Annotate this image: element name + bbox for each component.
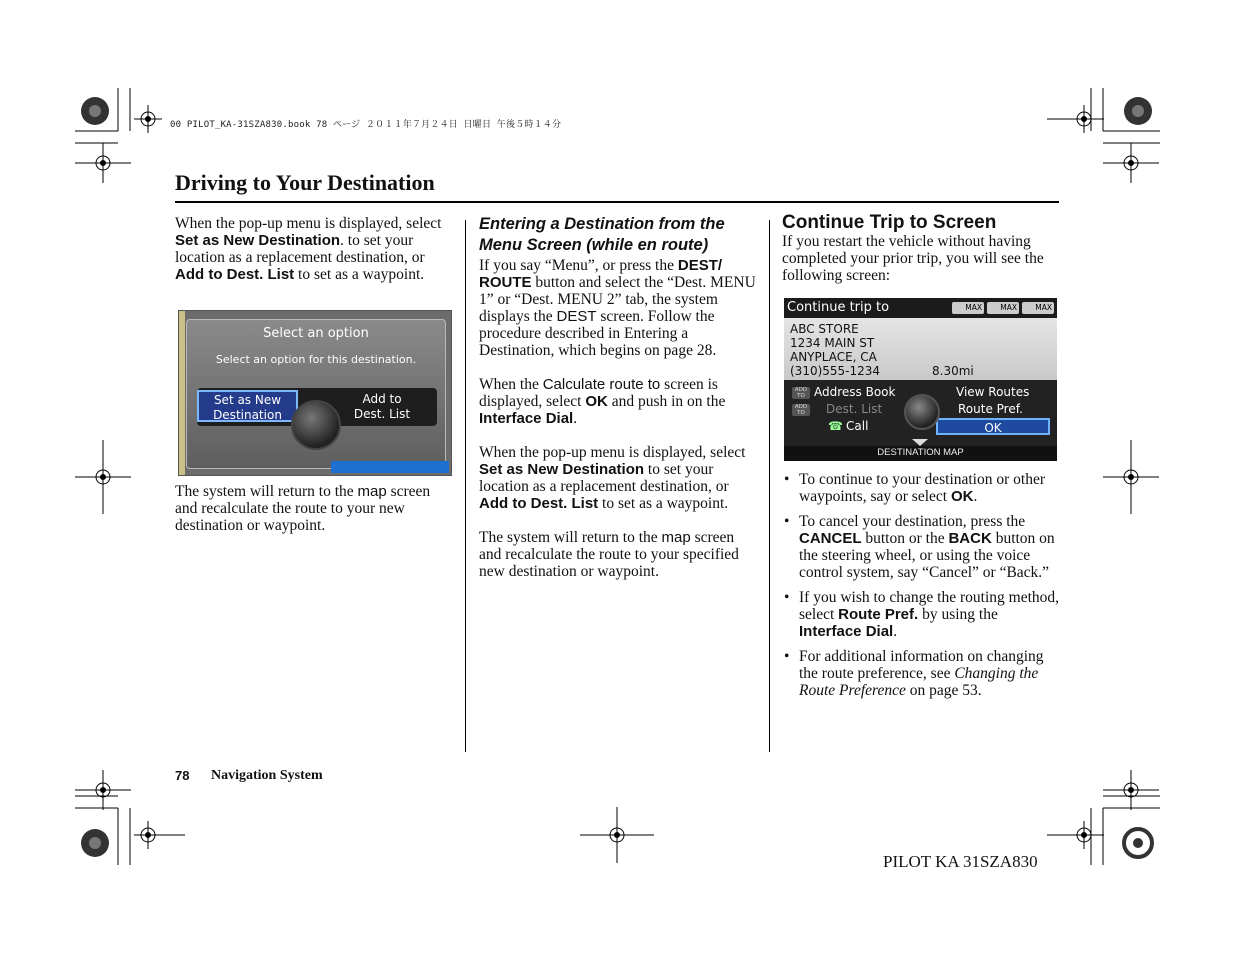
add-to-dest-list-option: Add to Dest. List — [353, 392, 411, 421]
map-background — [179, 311, 185, 475]
address-book-button: Address Book — [814, 385, 896, 399]
popup-subtitle: Select an option for this destination. — [215, 353, 417, 366]
column-1 — [175, 215, 455, 300]
column-1-bottom — [175, 483, 455, 551]
list-item: • To continue to your destination or other waypoints, say or select OK. — [784, 471, 1046, 505]
print-header: 00 PILOT_KA-31SZA830.book 78 ページ ２０１１年７月２４日 日曜日 午後５時１４分 — [170, 120, 562, 130]
destination-info — [784, 318, 1057, 380]
column-divider — [769, 220, 770, 752]
list-item: • If you wish to change the routing method, select Route Pref. by using the Interface Dial. — [784, 589, 1060, 640]
page-number: 78 — [175, 768, 190, 783]
ui-term: DEST — [556, 308, 597, 325]
phone-icon: ☎ — [828, 419, 843, 433]
ui-term: OK — [585, 393, 608, 410]
ui-term: Add to Dest. List — [175, 266, 295, 283]
max-badge: MAX — [987, 302, 1019, 314]
ui-term: CANCEL — [799, 530, 862, 547]
destination-name: ABC STORE — [790, 322, 859, 336]
cross-reference: Changing the Route Preference — [799, 665, 1039, 699]
ui-term: map — [661, 529, 691, 546]
down-arrow-icon — [912, 439, 928, 446]
ui-term: Set as New Destination — [479, 461, 645, 478]
destination-distance: 8.30mi — [932, 364, 974, 378]
list-item: • To cancel your destination, press the CANCEL button or the BACK button on the steering wheel, or using the voice control system, say “Cancel” or “Back.” — [784, 513, 1055, 581]
footer-title: Navigation System — [211, 768, 323, 783]
ui-term: Set as New Destination — [175, 232, 341, 249]
map-strip — [331, 461, 449, 473]
ui-term: Add to Dest. List — [479, 495, 599, 512]
popup-panel — [186, 319, 446, 469]
max-badge: MAX — [952, 302, 984, 314]
ui-term: Route Pref. — [838, 606, 919, 623]
select-option-screenshot — [178, 310, 452, 476]
ui-term: Interface Dial — [479, 410, 574, 427]
column-3-top — [782, 214, 1060, 284]
view-routes-button: View Routes — [956, 385, 1030, 399]
column-2 — [479, 214, 757, 597]
model-code: PILOT KA 31SZA830 — [883, 852, 1038, 871]
add-to-icon: ADD TO — [792, 404, 810, 416]
ui-term: Interface Dial — [799, 623, 894, 640]
destination-city: ANYPLACE, CA — [790, 350, 877, 364]
paragraph: The system will return to the map screen and recalculate the route to your specified new destination or waypoint. — [479, 529, 739, 580]
destination-street: 1234 MAIN ST — [790, 336, 875, 350]
ui-term: map — [357, 483, 387, 500]
ok-button: OK — [936, 418, 1050, 435]
section-heading: Continue Trip to Screen — [782, 212, 997, 233]
popup-title: Select an option — [263, 326, 369, 341]
ui-term: Calculate route to — [542, 376, 661, 393]
column-3-bullets — [782, 471, 1060, 707]
destination-map-label: DESTINATION MAP — [784, 446, 1057, 461]
interface-dial-icon — [291, 400, 341, 450]
call-button: Call — [846, 419, 869, 433]
screen-title-bar: Continue trip to MAX MAX MAX — [784, 298, 1057, 318]
paragraph: If you say “Menu”, or press the DEST/ ROUTE button and select the “Dest. MENU 1” or “Dest. MENU 2” tab, the system displays the DEST screen. Follow the procedure described in Entering a Destination, which begins on page 28. — [479, 257, 756, 359]
interface-dial-icon — [904, 394, 940, 430]
add-to-icon: ADD TO — [792, 387, 810, 399]
page-title: Driving to Your Destination — [175, 170, 435, 195]
set-as-new-destination-option: Set as New Destination — [197, 390, 298, 422]
ui-term: DEST/ ROUTE — [479, 257, 723, 291]
title-rule — [175, 201, 1059, 203]
paragraph: When the pop-up menu is displayed, select Set as New Destination. to set your location as a replacement destination, or Add to Dest. List to set as a waypoint. — [175, 215, 442, 283]
dest-list-button: Dest. List — [826, 402, 883, 416]
paragraph: If you restart the vehicle without having completed your prior trip, you will see the following screen: — [782, 233, 1044, 284]
continue-trip-screenshot — [784, 298, 1057, 461]
max-badge: MAX — [1022, 302, 1054, 314]
paragraph: When the pop-up menu is displayed, select Set as New Destination to set your location as a replacement destination, or Add to Dest. List to set as a waypoint. — [479, 444, 746, 512]
paragraph: When the Calculate route to screen is displayed, select OK and push in on the Interface Dial. — [479, 376, 726, 427]
column-divider — [465, 220, 466, 752]
ui-term: OK — [950, 488, 974, 505]
paragraph: The system will return to the map screen and recalculate the route to your new destination or waypoint. — [175, 483, 431, 534]
route-pref-button: Route Pref. — [958, 402, 1023, 416]
list-item: • For additional information on changing the route preference, see Changing the Route Preference on page 53. — [784, 648, 1044, 699]
ui-term: BACK — [948, 530, 992, 547]
destination-phone: (310)555-1234 — [790, 364, 881, 378]
section-subheading: Entering a Destination from the Menu Screen (while en route) — [479, 215, 725, 254]
